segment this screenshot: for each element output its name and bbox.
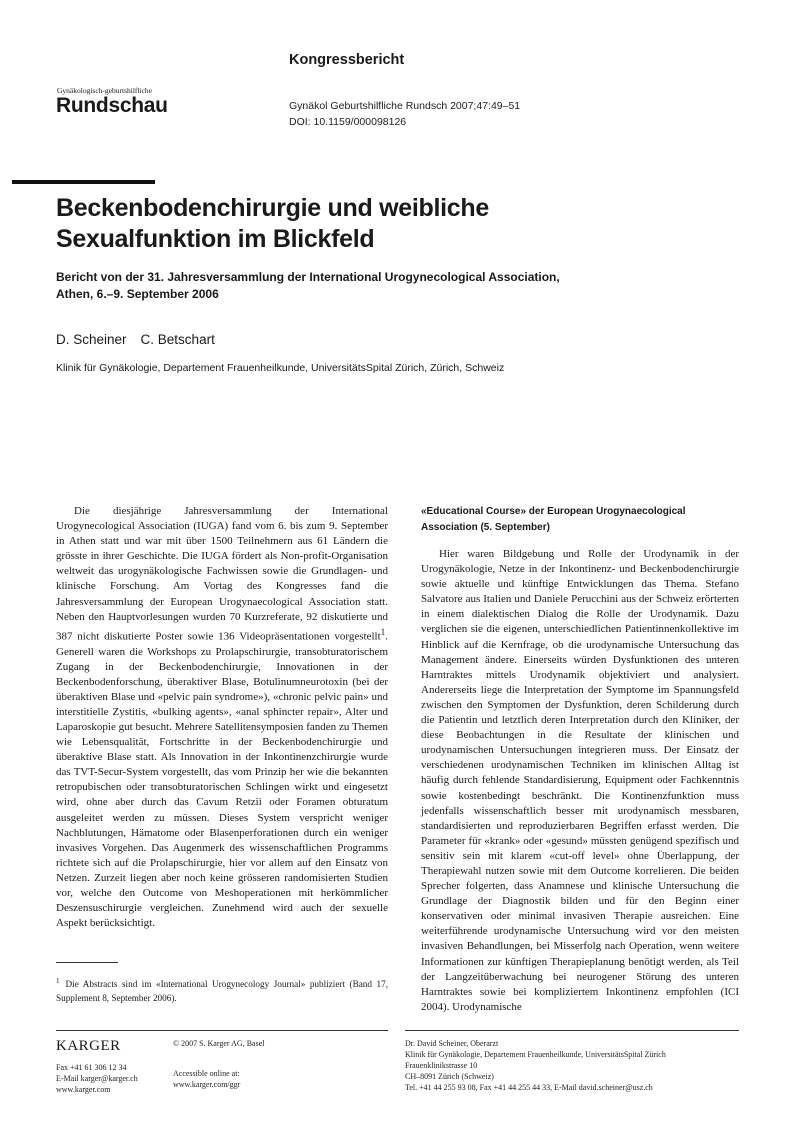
journal-name-small: Gynäkologisch-geburtshilfliche [57, 86, 152, 95]
contact-city: CH–8091 Zürich (Schweiz) [405, 1072, 494, 1081]
journal-name: Rundschau [56, 94, 168, 117]
header-rule [12, 180, 155, 184]
article-subtitle [56, 269, 616, 303]
right-column [421, 504, 739, 1015]
author-2: C. Betschart [140, 332, 215, 347]
doi: DOI: 10.1159/000098126 [289, 116, 407, 128]
footnote-ref: 1 [380, 626, 386, 637]
contact-affiliation: Klinik für Gynäkologie, Departement Frauenheilkunde, UniversitätsSpital Zürich [405, 1050, 666, 1059]
article-title [56, 193, 616, 255]
section-heading: «Educational Course» der European Urogynaecological Association (5. September) [421, 506, 686, 533]
footer-rule-right [405, 1030, 739, 1031]
subtitle-line-1: Bericht von der 31. Jahresversammlung der International Urogynecological Association, [56, 270, 560, 284]
copyright: © 2007 S. Karger AG, Basel [173, 1039, 265, 1048]
footnote [56, 974, 388, 1005]
access-info [173, 1068, 240, 1090]
subtitle-line-2: Athen, 6.–9. September 2006 [56, 287, 219, 301]
citation-block [289, 98, 520, 130]
contact-tel[interactable]: Tel. +41 44 255 93 08, Fax +41 44 255 44 33, E-Mail david.scheiner@usz.ch [405, 1083, 653, 1092]
section-label: Kongressbericht [289, 52, 405, 68]
left-paragraph [56, 504, 388, 931]
affiliation: Klinik für Gynäkologie, Departement Frauenheilkunde, UniversitätsSpital Zürich, Zürich, Schweiz [56, 362, 505, 374]
footer-rule-left [56, 1030, 388, 1031]
footnote-rule [56, 962, 118, 963]
citation: Gynäkol Geburtshilfliche Rundsch 2007;47:49–51 [289, 100, 521, 112]
publisher-contact [56, 1062, 138, 1095]
left-column [56, 504, 388, 931]
publisher-email[interactable]: E-Mail karger@karger.ch [56, 1074, 138, 1083]
publisher-fax: Fax +41 61 306 12 34 [56, 1063, 127, 1072]
publisher-web[interactable]: www.karger.com [56, 1085, 111, 1094]
left-paragraph-part-2: . Generell waren die Workshops zu Prolapschirurgie, transobturatorischem Zugang in der Beckenbodenchirurgie, Innovationen in der Beckenbodenforschung, überaktiver Blase, Botulinumneurotoxin (bei der überaktiven Blase und «pelvic pain syndrome»), «chronic pelvic pain» und interstitielle Zystitis, «bulking agents», «anal sphincter repair», Alter und Laparoskopie gut besucht. Mehrere Satellitensymposien fanden zu Themen wie Lebensqualität, Fortschritte in der Beckenbodenchirurgie und überaktive Blase statt. Als Innovation in der Inkontinenzchirurgie wurde das TVT-Secur-System vorgestellt, das vom Prinzip her wie die bekannten retropubischen oder transobturatorischen Schlingen wirkt und eingesetzt wird, ohne aber durch das Cavum Retzii oder Foramen obturatum ausgeleitet werden zu müssen. Dieses System verspricht weniger Nachblutungen, Hämatome oder Blasenperforationen durch ein weniger invasives Vorgehen. Das Augenmerk des wissenschaftlichen Programms richtete sich auf die Prolapschirurgie, hier vor allem auf den Einsatz von Netzen. Zurzeit liegen aber noch keine grösseren randomisierten Studien vor, welche den Outcome von Meshoperationen mit herkömmlicher Deszensuschirurgie vergleichen. Zunehmend wird auch der sexuelle Aspekt berücksichtigt. [56, 630, 388, 930]
right-paragraph: Hier waren Bildgebung und Rolle der Urodynamik in der Urogynäkologie, Netze in der Inkontinenz- und Beckenbodenchirurgie sowie aktuelle und künftige Entwicklungen das Thema. Stefano Salvatore aus Italien und Daniele Perucchini aus der Schweiz erörterten in einem dialektischen Dialog die Rolle der Urodynamik. Dazu verglichen sie die eigenen, unterschiedlichen Patientinnenkollektive im Hinblick auf die Kernfrage, ob die urodynamische Untersuchung das Management ändere. Einerseits würden Dysfunktionen des unteren Harntraktes mittels Urodynamik objektiviert und analysiert. Andererseits liege die Interpretation der Symptome im Spannungsfeld zwischen den Symptomen der Dysfunktion, deren Schilderung durch die Patientin und letztlich deren Interpretation durch den Kliniker, der diese Beobachtungen in die Resultate der klinischen und urodynamischen Untersuchungen integrieren muss. Der Einsatz der verschiedenen urodynamischen Techniken im klinischen Alltag ist häufig durch fehlende Standardisierung, Equipment oder Fachkenntnis sowie kostenbedingt beschränkt. Die Kontinenzfunktion muss jedenfalls wissenschaftlich besser mit urodynamisch messbaren, standardisierten und reproduzierbaren Begriffen erfasst werden. Die Parameter für «krank» oder «gesund» müssten genügend spezifisch und sensitiv sein mit klarem «cut-off level» ohne Überlappung, der Therapiewahl nutzen sowie mit dem Outcome korrelieren. Die beiden Sprecher folgerten, dass Anamnese und klinische Untersuchung die Grundlage der Diagnostik bilden und für den Beginn einer konservativen oder minimal invasiven Therapie ausreichen. Eine weiterführende urodynamische Untersuchung wird vor den meisten invasiven Behandlungen, bei Misserfolg nach Operation, wenn weitere Informationen zur künftigen Therapieplanung benötigt werden, als Teil der Langzeitüberwachung bei neurogener Störung des unteren Harntraktes sowie bei kompliziertem Inkontinenz empfohlen (ICI 2004). Urodynamische [421, 548, 739, 1013]
left-paragraph-part-1: Die diesjährige Jahresversammlung der International Urogynecological Association (IUGA) fand vom 6. bis zum 9. September in Athen statt und war mit über 1500 Teilnehmern aus 61 Ländern die grösste in ihrer Geschichte. Die IUGA fördert als Non-profit-Organisation weltweit das urogynäkologische Fachwissen sowie die Grundlagen- und klinische Forschung. Am Vortag des Kongresses fand die Jahresversammlung der European Urogynaecological Association statt. Neben den Hauptvorlesungen wurden 70 Kurzreferate, 92 diskutierte und 387 nicht diskutierte Poster sowie 136 Videopräsentationen vorgestellt [56, 505, 388, 643]
contact-street: Frauenklinikstrasse 10 [405, 1061, 478, 1070]
author-1: D. Scheiner [56, 332, 127, 347]
footnote-number: 1 [56, 977, 60, 985]
footnote-text: Die Abstracts sind im «International Urogynecology Journal» publiziert (Band 17, Supplement 8, September 2006). [56, 979, 388, 1004]
publisher-logo: KARGER [56, 1038, 121, 1054]
accessible-label: Accessible online at: [173, 1069, 240, 1078]
accessible-url[interactable]: www.karger.com/ggr [173, 1080, 241, 1089]
corresponding-author [405, 1038, 666, 1093]
authors [56, 332, 215, 347]
title-line-2: Sexualfunktion im Blickfeld [56, 225, 375, 253]
title-line-1: Beckenbodenchirurgie und weibliche [56, 194, 489, 222]
contact-name: Dr. David Scheiner, Oberarzt [405, 1039, 499, 1048]
